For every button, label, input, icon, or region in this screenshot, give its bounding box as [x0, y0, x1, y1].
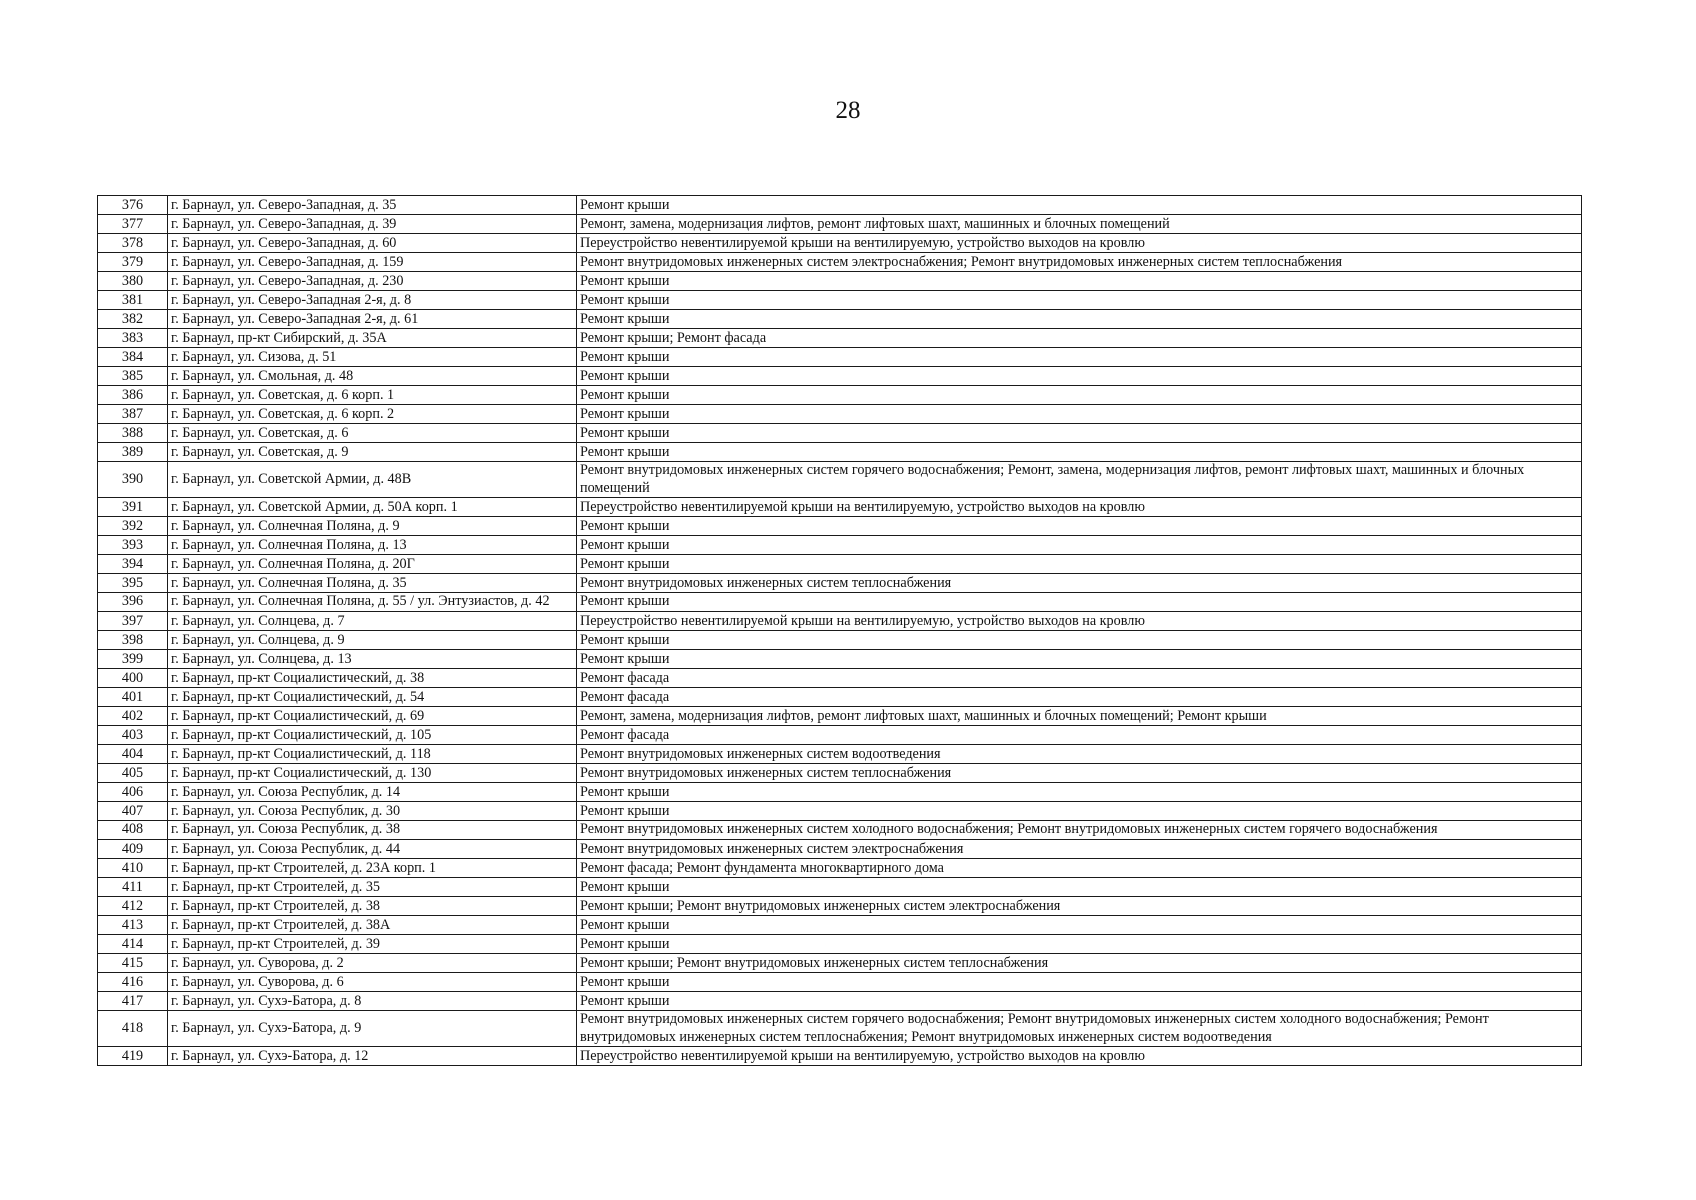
work-type-cell: Ремонт крыши	[577, 386, 1582, 405]
address-cell: г. Барнаул, ул. Сизова, д. 51	[168, 348, 577, 367]
row-number-cell: 408	[98, 821, 168, 840]
table-row	[98, 443, 1582, 462]
address-cell: г. Барнаул, ул. Северо-Западная, д. 159	[168, 253, 577, 272]
table-row	[98, 840, 1582, 859]
work-type-cell: Ремонт крыши	[577, 802, 1582, 821]
address-cell: г. Барнаул, ул. Смольная, д. 48	[168, 367, 577, 386]
row-number-cell: 418	[98, 1011, 168, 1047]
table-row	[98, 329, 1582, 348]
work-type-cell: Ремонт крыши	[577, 973, 1582, 992]
work-type-cell: Переустройство невентилируемой крыши на вентилируемую, устройство выходов на кровлю	[577, 612, 1582, 631]
table-row	[98, 536, 1582, 555]
address-cell: г. Барнаул, ул. Солнечная Поляна, д. 20Г	[168, 555, 577, 574]
work-type-cell: Ремонт крыши	[577, 424, 1582, 443]
address-cell: г. Барнаул, ул. Солнечная Поляна, д. 55 / ул. Энтузиастов, д. 42	[168, 593, 577, 612]
work-type-cell: Переустройство невентилируемой крыши на вентилируемую, устройство выходов на кровлю	[577, 234, 1582, 253]
row-number-cell: 406	[98, 783, 168, 802]
address-cell: г. Барнаул, пр-кт Строителей, д. 35	[168, 878, 577, 897]
table-row	[98, 707, 1582, 726]
table-row	[98, 935, 1582, 954]
work-type-cell: Ремонт крыши	[577, 536, 1582, 555]
row-number-cell: 416	[98, 973, 168, 992]
table-row	[98, 253, 1582, 272]
address-cell: г. Барнаул, ул. Суворова, д. 2	[168, 954, 577, 973]
table-row	[98, 973, 1582, 992]
table-row	[98, 498, 1582, 517]
work-type-cell: Ремонт крыши; Ремонт внутридомовых инженерных систем теплоснабжения	[577, 954, 1582, 973]
table-row	[98, 821, 1582, 840]
address-cell: г. Барнаул, ул. Советской Армии, д. 50А корп. 1	[168, 498, 577, 517]
address-cell: г. Барнаул, ул. Северо-Западная 2-я, д. 61	[168, 310, 577, 329]
work-type-cell: Ремонт крыши	[577, 650, 1582, 669]
row-number-cell: 414	[98, 935, 168, 954]
row-number-cell: 389	[98, 443, 168, 462]
address-cell: г. Барнаул, ул. Союза Республик, д. 30	[168, 802, 577, 821]
work-type-cell: Ремонт внутридомовых инженерных систем электроснабжения; Ремонт внутридомовых инженерных систем теплоснабжения	[577, 253, 1582, 272]
table-row	[98, 462, 1582, 498]
row-number-cell: 393	[98, 536, 168, 555]
address-cell: г. Барнаул, пр-кт Социалистический, д. 130	[168, 764, 577, 783]
work-type-cell: Ремонт фасада	[577, 688, 1582, 707]
row-number-cell: 400	[98, 669, 168, 688]
work-type-cell: Ремонт крыши	[577, 916, 1582, 935]
work-type-cell: Ремонт крыши	[577, 348, 1582, 367]
row-number-cell: 385	[98, 367, 168, 386]
row-number-cell: 384	[98, 348, 168, 367]
work-type-cell: Ремонт крыши	[577, 291, 1582, 310]
row-number-cell: 396	[98, 593, 168, 612]
work-type-cell: Ремонт крыши	[577, 367, 1582, 386]
work-type-cell: Ремонт крыши	[577, 272, 1582, 291]
page-number: 28	[835, 97, 861, 124]
row-number-cell: 381	[98, 291, 168, 310]
row-number-cell: 397	[98, 612, 168, 631]
table-row	[98, 1011, 1582, 1047]
table-row	[98, 688, 1582, 707]
work-type-cell: Ремонт крыши	[577, 443, 1582, 462]
address-cell: г. Барнаул, ул. Солнечная Поляна, д. 35	[168, 574, 577, 593]
table-row	[98, 517, 1582, 536]
work-type-cell: Переустройство невентилируемой крыши на вентилируемую, устройство выходов на кровлю	[577, 498, 1582, 517]
address-cell: г. Барнаул, пр-кт Социалистический, д. 69	[168, 707, 577, 726]
row-number-cell: 419	[98, 1047, 168, 1066]
work-type-cell: Ремонт крыши	[577, 992, 1582, 1011]
row-number-cell: 399	[98, 650, 168, 669]
table-row	[98, 196, 1582, 215]
row-number-cell: 388	[98, 424, 168, 443]
row-number-cell: 377	[98, 215, 168, 234]
table-row	[98, 272, 1582, 291]
work-type-cell: Ремонт крыши	[577, 593, 1582, 612]
works-table	[97, 195, 1582, 1066]
address-cell: г. Барнаул, пр-кт Социалистический, д. 38	[168, 669, 577, 688]
table-row	[98, 726, 1582, 745]
address-cell: г. Барнаул, ул. Союза Республик, д. 38	[168, 821, 577, 840]
address-cell: г. Барнаул, пр-кт Социалистический, д. 118	[168, 745, 577, 764]
row-number-cell: 386	[98, 386, 168, 405]
table-row	[98, 386, 1582, 405]
address-cell: г. Барнаул, ул. Северо-Западная, д. 230	[168, 272, 577, 291]
table-row	[98, 745, 1582, 764]
table-row	[98, 859, 1582, 878]
address-cell: г. Барнаул, пр-кт Строителей, д. 39	[168, 935, 577, 954]
work-type-cell: Ремонт крыши	[577, 310, 1582, 329]
row-number-cell: 413	[98, 916, 168, 935]
row-number-cell: 404	[98, 745, 168, 764]
row-number-cell: 398	[98, 631, 168, 650]
address-cell: г. Барнаул, ул. Северо-Западная 2-я, д. 8	[168, 291, 577, 310]
row-number-cell: 407	[98, 802, 168, 821]
table-row	[98, 783, 1582, 802]
table-row	[98, 954, 1582, 973]
address-cell: г. Барнаул, ул. Союза Республик, д. 44	[168, 840, 577, 859]
address-cell: г. Барнаул, ул. Суворова, д. 6	[168, 973, 577, 992]
work-type-cell: Ремонт внутридомовых инженерных систем электроснабжения	[577, 840, 1582, 859]
row-number-cell: 405	[98, 764, 168, 783]
table-row	[98, 234, 1582, 253]
table-row	[98, 367, 1582, 386]
work-type-cell: Ремонт крыши	[577, 631, 1582, 650]
table-row	[98, 291, 1582, 310]
work-type-cell: Ремонт крыши	[577, 517, 1582, 536]
work-type-cell: Переустройство невентилируемой крыши на вентилируемую, устройство выходов на кровлю	[577, 1047, 1582, 1066]
row-number-cell: 390	[98, 462, 168, 498]
address-cell: г. Барнаул, ул. Советской Армии, д. 48В	[168, 462, 577, 498]
address-cell: г. Барнаул, ул. Советская, д. 6 корп. 1	[168, 386, 577, 405]
row-number-cell: 417	[98, 992, 168, 1011]
table-row	[98, 555, 1582, 574]
table-row	[98, 310, 1582, 329]
address-cell: г. Барнаул, пр-кт Сибирский, д. 35А	[168, 329, 577, 348]
row-number-cell: 401	[98, 688, 168, 707]
table-row	[98, 593, 1582, 612]
table-row	[98, 878, 1582, 897]
address-cell: г. Барнаул, ул. Сухэ-Батора, д. 8	[168, 992, 577, 1011]
row-number-cell: 394	[98, 555, 168, 574]
address-cell: г. Барнаул, ул. Советская, д. 6 корп. 2	[168, 405, 577, 424]
row-number-cell: 378	[98, 234, 168, 253]
table-row	[98, 1047, 1582, 1066]
table-row	[98, 897, 1582, 916]
row-number-cell: 410	[98, 859, 168, 878]
table-row	[98, 424, 1582, 443]
table-row	[98, 612, 1582, 631]
work-type-cell: Ремонт фасада	[577, 726, 1582, 745]
address-cell: г. Барнаул, ул. Сухэ-Батора, д. 9	[168, 1011, 577, 1047]
address-cell: г. Барнаул, ул. Советская, д. 6	[168, 424, 577, 443]
row-number-cell: 383	[98, 329, 168, 348]
row-number-cell: 412	[98, 897, 168, 916]
row-number-cell: 403	[98, 726, 168, 745]
address-cell: г. Барнаул, пр-кт Социалистический, д. 105	[168, 726, 577, 745]
table-row	[98, 669, 1582, 688]
table-row	[98, 574, 1582, 593]
work-type-cell: Ремонт внутридомовых инженерных систем теплоснабжения	[577, 574, 1582, 593]
address-cell: г. Барнаул, ул. Солнечная Поляна, д. 9	[168, 517, 577, 536]
table-row	[98, 405, 1582, 424]
address-cell: г. Барнаул, ул. Союза Республик, д. 14	[168, 783, 577, 802]
table-row	[98, 348, 1582, 367]
work-type-cell: Ремонт крыши	[577, 405, 1582, 424]
row-number-cell: 391	[98, 498, 168, 517]
row-number-cell: 409	[98, 840, 168, 859]
address-cell: г. Барнаул, пр-кт Строителей, д. 38	[168, 897, 577, 916]
work-type-cell: Ремонт внутридомовых инженерных систем теплоснабжения	[577, 764, 1582, 783]
address-cell: г. Барнаул, пр-кт Социалистический, д. 54	[168, 688, 577, 707]
table-row	[98, 916, 1582, 935]
address-cell: г. Барнаул, ул. Солнечная Поляна, д. 13	[168, 536, 577, 555]
row-number-cell: 395	[98, 574, 168, 593]
address-cell: г. Барнаул, ул. Солнцева, д. 13	[168, 650, 577, 669]
work-type-cell: Ремонт крыши; Ремонт внутридомовых инженерных систем электроснабжения	[577, 897, 1582, 916]
work-type-cell: Ремонт крыши	[577, 783, 1582, 802]
row-number-cell: 402	[98, 707, 168, 726]
address-cell: г. Барнаул, пр-кт Строителей, д. 23А корп. 1	[168, 859, 577, 878]
row-number-cell: 415	[98, 954, 168, 973]
row-number-cell: 392	[98, 517, 168, 536]
row-number-cell: 411	[98, 878, 168, 897]
work-type-cell: Ремонт внутридомовых инженерных систем горячего водоснабжения; Ремонт, замена, модернизация лифтов, ремонт лифтовых шахт, машинных и блочных помещений	[577, 462, 1582, 498]
table-row	[98, 802, 1582, 821]
table-row	[98, 650, 1582, 669]
work-type-cell: Ремонт крыши	[577, 196, 1582, 215]
table-row	[98, 992, 1582, 1011]
row-number-cell: 379	[98, 253, 168, 272]
work-type-cell: Ремонт, замена, модернизация лифтов, ремонт лифтовых шахт, машинных и блочных помещений; Ремонт крыши	[577, 707, 1582, 726]
address-cell: г. Барнаул, ул. Сухэ-Батора, д. 12	[168, 1047, 577, 1066]
work-type-cell: Ремонт внутридомовых инженерных систем горячего водоснабжения; Ремонт внутридомовых инженерных систем холодного водоснабжения; Ремонт внутридомовых инженерных систем теплоснабжения; Ремонт внутридомовых инженерных систем водоотведения	[577, 1011, 1582, 1047]
work-type-cell: Ремонт крыши	[577, 878, 1582, 897]
work-type-cell: Ремонт фасада; Ремонт фундамента многоквартирного дома	[577, 859, 1582, 878]
work-type-cell: Ремонт внутридомовых инженерных систем холодного водоснабжения; Ремонт внутридомовых инженерных систем горячего водоснабжения	[577, 821, 1582, 840]
work-type-cell: Ремонт крыши	[577, 555, 1582, 574]
row-number-cell: 380	[98, 272, 168, 291]
table-row	[98, 631, 1582, 650]
table-row	[98, 215, 1582, 234]
table-body	[98, 196, 1582, 1066]
address-cell: г. Барнаул, ул. Советская, д. 9	[168, 443, 577, 462]
row-number-cell: 376	[98, 196, 168, 215]
work-type-cell: Ремонт крыши	[577, 935, 1582, 954]
work-type-cell: Ремонт, замена, модернизация лифтов, ремонт лифтовых шахт, машинных и блочных помещений	[577, 215, 1582, 234]
row-number-cell: 387	[98, 405, 168, 424]
address-cell: г. Барнаул, пр-кт Строителей, д. 38А	[168, 916, 577, 935]
table-row	[98, 764, 1582, 783]
address-cell: г. Барнаул, ул. Солнцева, д. 9	[168, 631, 577, 650]
work-type-cell: Ремонт внутридомовых инженерных систем водоотведения	[577, 745, 1582, 764]
address-cell: г. Барнаул, ул. Северо-Западная, д. 60	[168, 234, 577, 253]
work-type-cell: Ремонт крыши; Ремонт фасада	[577, 329, 1582, 348]
address-cell: г. Барнаул, ул. Северо-Западная, д. 39	[168, 215, 577, 234]
address-cell: г. Барнаул, ул. Северо-Западная, д. 35	[168, 196, 577, 215]
row-number-cell: 382	[98, 310, 168, 329]
address-cell: г. Барнаул, ул. Солнцева, д. 7	[168, 612, 577, 631]
work-type-cell: Ремонт фасада	[577, 669, 1582, 688]
